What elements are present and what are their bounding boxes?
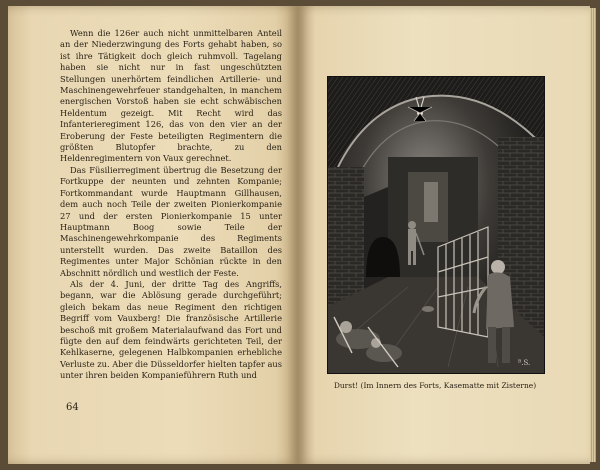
casemate-drawing [328, 77, 544, 373]
svg-text:ᴮ.S.: ᴮ.S. [518, 359, 531, 367]
illustration-caption: Durst! (Im Innern des Forts, Kasematte mit Zisterne) [333, 381, 537, 390]
left-page [8, 6, 298, 464]
body-text [60, 28, 282, 382]
paragraph: Als der 4. Juni, der dritte Tag des Angriffs, begann, war die Ablösung gerade durchgeführt; gleich bekam das neue Regiment den richtigen Begriff vom Vauxberg! Die französische Artillerie beschoß mit großem Materialaufwand das Fort und fügte den auf dem feindwärts gerichteten Teil, der Kehlkaserne, gelegenen Halbkompanien erhebliche Verluste zu. Aber die Düsseldorfer hielten tapfer aus unter ihren beiden Kompanieführern Ruth und [60, 278, 283, 381]
page-edges [590, 8, 596, 462]
illustration [327, 76, 545, 374]
paragraph: Wenn die 126er auch nicht unmittelbaren Anteil an der Niederzwingung des Forts gehabt haben, so ist ihre Tätigkeit doch gleich ruhmvoll. Tagelang haben sie nicht nur in fast ungeschützten Stellungen unerhörtem feindlichen Artillerie- und Maschinengewehrfeuer standgehalten, in manchem energischen Vorstoß haben sie echt schwäbischen Heldentum gezeigt. Mit Recht wird das Infanterieregiment 126, das von den vier an der Eroberung der Feste beteiligten Regimentern die größten Blutopfer brachte, zu den Heldenregimentern von Vaux gerechnet. [60, 28, 282, 164]
page-number: 64 [66, 402, 79, 413]
paragraph: Das Füsilierregiment übertrug die Besetzung der Fortkuppe der neunten und zehnten Kompanie; Fortkommandant wurde Hauptmann Gillhausen, dem auch noch Teile der zweiten Pionierkompanie 27 und der ersten Pionierkompanie 15 unter Hauptmann Boog sowie Teile der Maschinengewehrkompanie des Regiments unterstellt wurden. Das zweite Bataillon des Regimentes unter Major Schönian rückte in den Abschnitt nördlich und westlich der Feste. [60, 164, 282, 278]
